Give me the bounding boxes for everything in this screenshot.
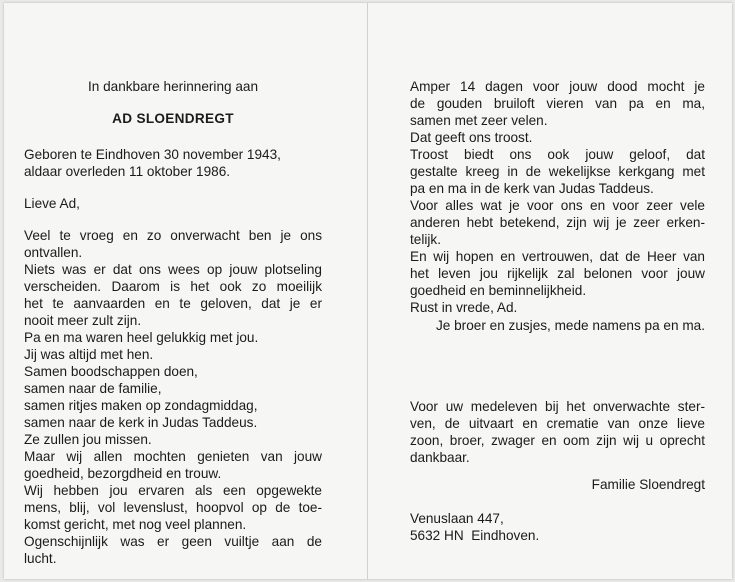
siblings-signature: Je broer en zusjes, mede namens pa en ma. [435, 318, 705, 333]
text-line: het leven jou rijkelijk zal belonen voor jouw [410, 266, 705, 281]
thanks-line: ven, de uitvaart en crematie van onze lieve [410, 416, 705, 431]
text-line: anderen hebt betekend, zijn wij je zeer erken- [410, 215, 705, 230]
text-line: Veel te vroeg en zo onverwacht ben je ons [24, 228, 322, 243]
address-street: Venuslaan 447, [410, 511, 504, 526]
text-line: pa en ma in de kerk van Judas Taddeus. [410, 181, 654, 196]
text-line: En wij hopen en vertrouwen, dat de Heer van [410, 249, 705, 264]
address-city: 5632 HN Eindhoven. [410, 528, 540, 543]
text-line: Samen boodschappen doen, [24, 364, 198, 379]
text-line: Ogenschijnlijk was er geen vuiltje aan de [24, 534, 322, 549]
text-line: Maar wij allen mochten genieten van jouw [24, 449, 322, 464]
text-line: goedheid, bezorgdheid en trouw. [24, 466, 222, 481]
text-line: Voor alles wat je voor ons en voor zeer vele [410, 198, 705, 213]
text-line: Pa en ma waren heel gelukkig met jou. [24, 330, 259, 345]
text-line: Dat geeft ons troost. [410, 130, 533, 145]
text-line: telijk. [410, 232, 441, 247]
deceased-name: AD SLOENDREGT [112, 111, 234, 126]
text-line: het te aanvaarden en te geloven, dat je er [24, 296, 322, 311]
thanks-line: dankbaar. [410, 450, 470, 465]
card-fold-line [367, 3, 368, 579]
text-line: ontvallen. [24, 245, 83, 260]
intro-line: In dankbare herinnering aan [87, 79, 259, 94]
text-line: Amper 14 dagen voor jouw dood mocht je [410, 79, 705, 94]
text-line: mens, blij, vol levenslust, hoopvol op de toe- [24, 500, 322, 515]
text-line: samen naar de kerk in Judas Taddeus. [24, 415, 258, 430]
text-line: gestalte kreeg in de wekelijkse kerkgang met [410, 164, 705, 179]
text-line: goedheid en beminnelijkheid. [410, 283, 587, 298]
text-line: komst gericht, met nog veel plannen. [24, 517, 247, 532]
text-line: verscheiden. Daarom is het ook zo moeilijk [24, 279, 322, 294]
text-line: Rust in vrede, Ad. [410, 300, 518, 315]
thanks-line: Voor uw medeleven bij het onverwachte ster- [410, 399, 705, 414]
birth-line: Geboren te Eindhoven 30 november 1943, [24, 147, 281, 162]
text-line: Troost biedt ons ook jouw geloof, dat [410, 147, 705, 162]
text-line: nooit meer zult zijn. [24, 313, 142, 328]
text-line: Wij hebben jou ervaren als een opgewekte [24, 483, 322, 498]
text-line: lucht. [24, 551, 57, 566]
thanks-line: zoon, broer, zwager en oom zijn wij u oprecht [410, 433, 705, 448]
text-line: de gouden bruiloft vieren van pa en ma, [410, 96, 705, 111]
text-line: Ze zullen jou missen. [24, 432, 152, 447]
text-line: Niets was er dat ons wees op jouw plotseling [24, 262, 322, 277]
text-line: Jij was altijd met hen. [24, 347, 154, 362]
text-line: samen ritjes maken op zondagmiddag, [24, 398, 258, 413]
text-line: samen naar de familie, [24, 381, 162, 396]
greeting: Lieve Ad, [24, 196, 80, 211]
death-line: aldaar overleden 11 oktober 1986. [24, 164, 231, 179]
family-signature: Familie Sloendregt [591, 477, 705, 492]
text-line: samen met zeer velen. [410, 113, 548, 128]
